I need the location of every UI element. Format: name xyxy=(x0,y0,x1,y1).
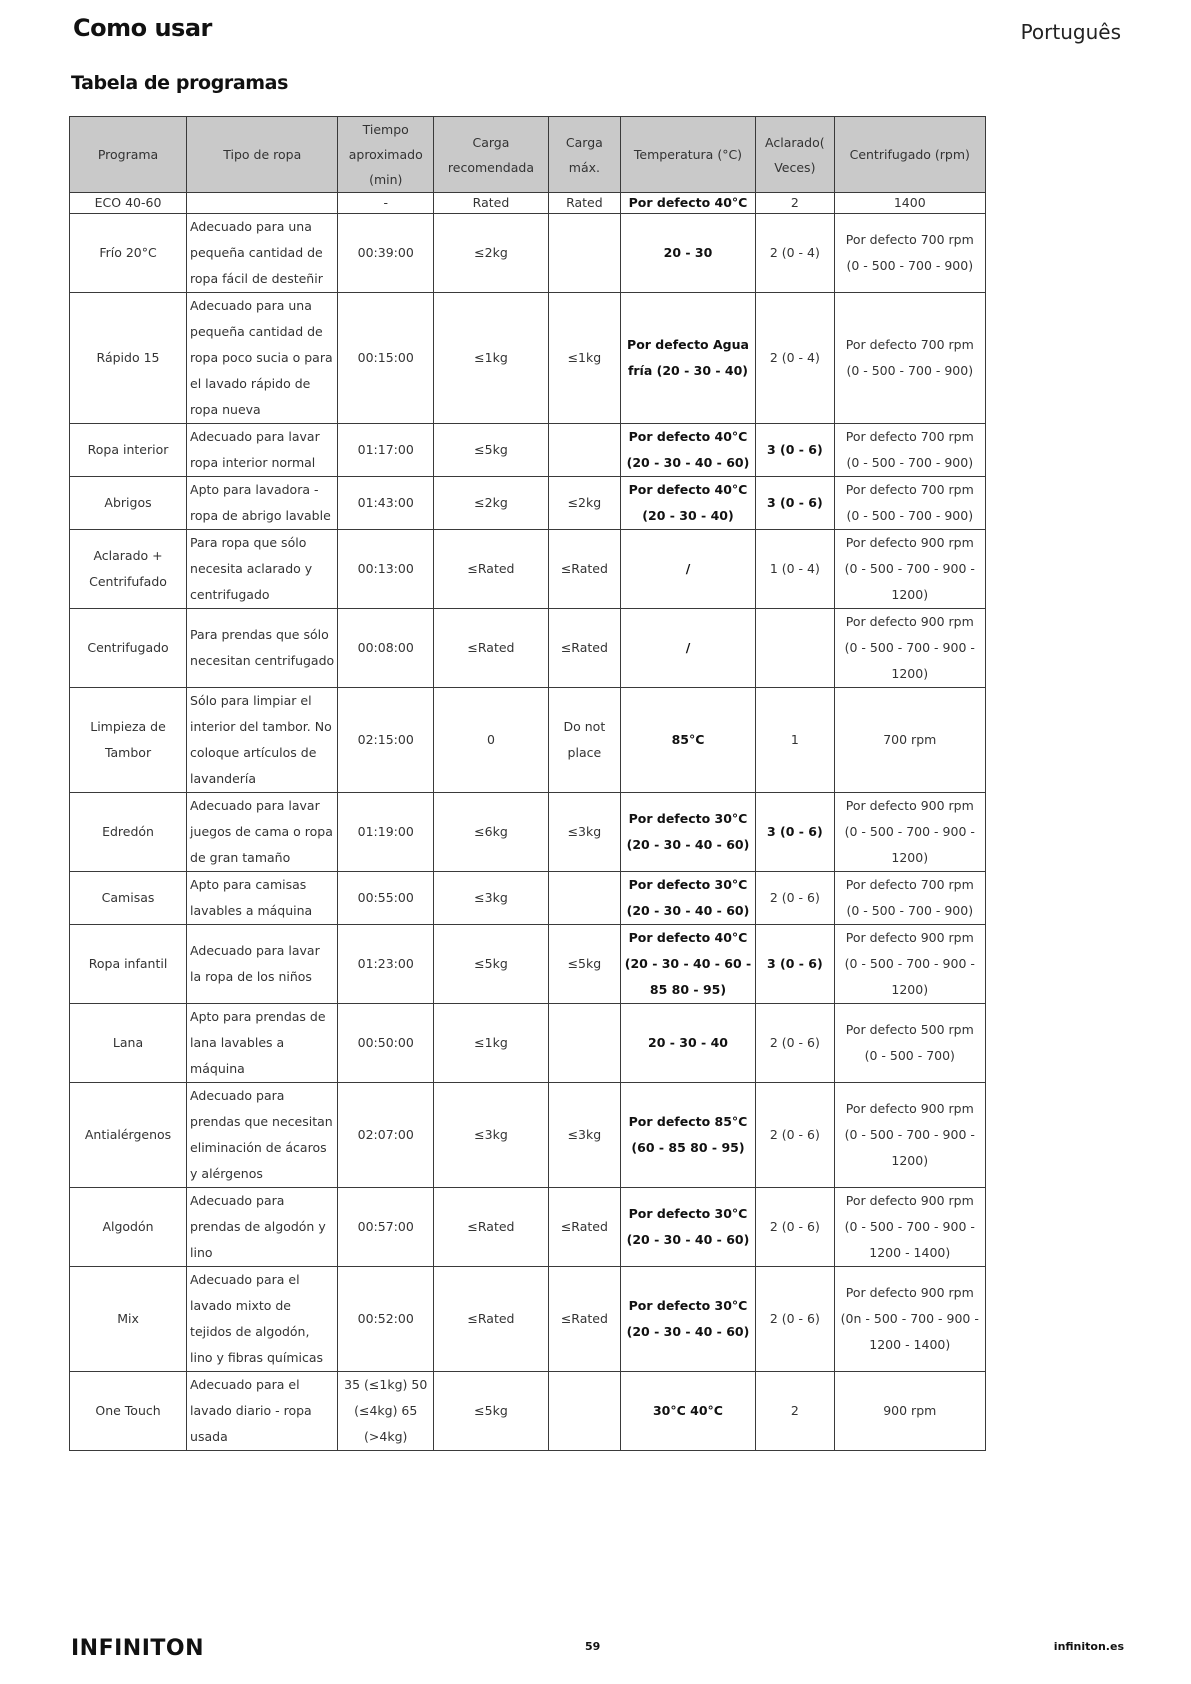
clothes-type-cell: Adecuado para una pequeña cantidad de ropa poco sucia o para el lavado rápido de ropa nueva xyxy=(187,293,338,424)
program-cell: Ropa interior xyxy=(70,424,187,477)
recommended-load-cell: ≤Rated xyxy=(434,609,549,688)
rinse-cell: 2 xyxy=(756,1372,834,1451)
spin-cell: 1400 xyxy=(834,193,985,214)
time-cell: 00:50:00 xyxy=(338,1004,434,1083)
spin-cell: Por defecto 500 rpm (0 - 500 - 700) xyxy=(834,1004,985,1083)
max-load-cell: ≤3kg xyxy=(548,793,620,872)
rinse-cell: 2 (0 - 4) xyxy=(756,214,834,293)
program-cell: Abrigos xyxy=(70,477,187,530)
max-load-cell xyxy=(548,1372,620,1451)
max-load-cell: Do not place xyxy=(548,688,620,793)
max-load-cell: ≤5kg xyxy=(548,925,620,1004)
rinse-cell: 1 xyxy=(756,688,834,793)
rinse-cell: 1 (0 - 4) xyxy=(756,530,834,609)
max-load-cell: ≤2kg xyxy=(548,477,620,530)
max-load-cell: ≤Rated xyxy=(548,609,620,688)
spin-cell: Por defecto 900 rpm (0 - 500 - 700 - 900 - 1200) xyxy=(834,793,985,872)
spin-cell: 700 rpm xyxy=(834,688,985,793)
spin-cell: Por defecto 900 rpm (0 - 500 - 700 - 900 - 1200 - 1400) xyxy=(834,1188,985,1267)
temperature-cell: Por defecto 40°C (20 - 30 - 40) xyxy=(620,477,755,530)
recommended-load-cell: ≤Rated xyxy=(434,530,549,609)
program-cell: Mix xyxy=(70,1267,187,1372)
time-cell: 00:55:00 xyxy=(338,872,434,925)
time-cell: 01:17:00 xyxy=(338,424,434,477)
table-row xyxy=(70,925,986,1004)
clothes-type-cell: Adecuado para lavar la ropa de los niños xyxy=(187,925,338,1004)
footer-url: infiniton.es xyxy=(1053,1640,1124,1653)
table-row xyxy=(70,1372,986,1451)
program-cell: One Touch xyxy=(70,1372,187,1451)
spin-cell: Por defecto 900 rpm (0 - 500 - 700 - 900 - 1200) xyxy=(834,1083,985,1188)
spin-cell: Por defecto 700 rpm (0 - 500 - 700 - 900) xyxy=(834,477,985,530)
rinse-cell xyxy=(756,609,834,688)
temperature-cell: Por defecto 40°C xyxy=(620,193,755,214)
max-load-cell: ≤Rated xyxy=(548,1188,620,1267)
temperature-cell: / xyxy=(620,530,755,609)
programs-table xyxy=(69,116,986,1451)
table-row xyxy=(70,193,986,214)
spin-cell: 900 rpm xyxy=(834,1372,985,1451)
column-header: Tiempo aproximado (min) xyxy=(338,117,434,193)
table-header-row xyxy=(70,117,986,193)
temperature-cell: 20 - 30 - 40 xyxy=(620,1004,755,1083)
table-row xyxy=(70,293,986,424)
recommended-load-cell: ≤Rated xyxy=(434,1267,549,1372)
rinse-cell: 2 xyxy=(756,193,834,214)
recommended-load-cell: ≤2kg xyxy=(434,477,549,530)
time-cell: 00:52:00 xyxy=(338,1267,434,1372)
time-cell: 00:08:00 xyxy=(338,609,434,688)
rinse-cell: 2 (0 - 6) xyxy=(756,1188,834,1267)
time-cell: 01:19:00 xyxy=(338,793,434,872)
clothes-type-cell xyxy=(187,193,338,214)
page-number: 59 xyxy=(585,1640,601,1653)
language-label: Português xyxy=(1020,20,1121,44)
rinse-cell: 2 (0 - 6) xyxy=(756,872,834,925)
section-title: Tabela de programas xyxy=(71,72,289,94)
clothes-type-cell: Apto para camisas lavables a máquina xyxy=(187,872,338,925)
program-cell: Rápido 15 xyxy=(70,293,187,424)
time-cell: - xyxy=(338,193,434,214)
table-row xyxy=(70,793,986,872)
recommended-load-cell: ≤5kg xyxy=(434,1372,549,1451)
recommended-load-cell: Rated xyxy=(434,193,549,214)
clothes-type-cell: Apto para prendas de lana lavables a máquina xyxy=(187,1004,338,1083)
program-cell: Ropa infantil xyxy=(70,925,187,1004)
spin-cell: Por defecto 700 rpm (0 - 500 - 700 - 900) xyxy=(834,424,985,477)
table-row xyxy=(70,872,986,925)
temperature-cell: Por defecto 30°C (20 - 30 - 40 - 60) xyxy=(620,793,755,872)
rinse-cell: 3 (0 - 6) xyxy=(756,925,834,1004)
clothes-type-cell: Para prendas que sólo necesitan centrifugado xyxy=(187,609,338,688)
max-load-cell xyxy=(548,424,620,477)
spin-cell: Por defecto 900 rpm (0 - 500 - 700 - 900 - 1200) xyxy=(834,925,985,1004)
max-load-cell: ≤Rated xyxy=(548,530,620,609)
recommended-load-cell: ≤1kg xyxy=(434,1004,549,1083)
table-row xyxy=(70,530,986,609)
time-cell: 00:57:00 xyxy=(338,1188,434,1267)
recommended-load-cell: ≤5kg xyxy=(434,424,549,477)
rinse-cell: 2 (0 - 6) xyxy=(756,1004,834,1083)
rinse-cell: 2 (0 - 4) xyxy=(756,293,834,424)
spin-cell: Por defecto 700 rpm (0 - 500 - 700 - 900) xyxy=(834,872,985,925)
rinse-cell: 3 (0 - 6) xyxy=(756,793,834,872)
max-load-cell: ≤3kg xyxy=(548,1083,620,1188)
table-row xyxy=(70,688,986,793)
temperature-cell: Por defecto 30°C (20 - 30 - 40 - 60) xyxy=(620,1267,755,1372)
column-header: Tipo de ropa xyxy=(187,117,338,193)
column-header: Carga recomendada xyxy=(434,117,549,193)
time-cell: 00:39:00 xyxy=(338,214,434,293)
column-header: Temperatura (°C) xyxy=(620,117,755,193)
max-load-cell: ≤1kg xyxy=(548,293,620,424)
clothes-type-cell: Adecuado para el lavado diario - ropa usada xyxy=(187,1372,338,1451)
temperature-cell: Por defecto 40°C (20 - 30 - 40 - 60) xyxy=(620,424,755,477)
recommended-load-cell: ≤3kg xyxy=(434,872,549,925)
table-row xyxy=(70,477,986,530)
spin-cell: Por defecto 900 rpm (0 - 500 - 700 - 900 - 1200) xyxy=(834,609,985,688)
temperature-cell: 20 - 30 xyxy=(620,214,755,293)
clothes-type-cell: Adecuado para prendas de algodón y lino xyxy=(187,1188,338,1267)
max-load-cell xyxy=(548,1004,620,1083)
spin-cell: Por defecto 700 rpm (0 - 500 - 700 - 900) xyxy=(834,293,985,424)
clothes-type-cell: Adecuado para una pequeña cantidad de ropa fácil de desteñir xyxy=(187,214,338,293)
clothes-type-cell: Apto para lavadora - ropa de abrigo lavable xyxy=(187,477,338,530)
max-load-cell xyxy=(548,214,620,293)
clothes-type-cell: Adecuado para prendas que necesitan eliminación de ácaros y alérgenos xyxy=(187,1083,338,1188)
time-cell: 01:23:00 xyxy=(338,925,434,1004)
table-row xyxy=(70,1188,986,1267)
table-row xyxy=(70,424,986,477)
recommended-load-cell: ≤6kg xyxy=(434,793,549,872)
program-cell: Limpieza de Tambor xyxy=(70,688,187,793)
program-cell: Algodón xyxy=(70,1188,187,1267)
spin-cell: Por defecto 700 rpm (0 - 500 - 700 - 900) xyxy=(834,214,985,293)
page-header-title: Como usar xyxy=(73,14,212,42)
table-row xyxy=(70,609,986,688)
table-body xyxy=(70,193,986,1451)
column-header: Programa xyxy=(70,117,187,193)
program-cell: Frío 20°C xyxy=(70,214,187,293)
column-header: Aclarado( Veces) xyxy=(756,117,834,193)
clothes-type-cell: Adecuado para lavar juegos de cama o ropa de gran tamaño xyxy=(187,793,338,872)
temperature-cell: 30°C 40°C xyxy=(620,1372,755,1451)
max-load-cell: Rated xyxy=(548,193,620,214)
recommended-load-cell: 0 xyxy=(434,688,549,793)
spin-cell: Por defecto 900 rpm (0 - 500 - 700 - 900 - 1200) xyxy=(834,530,985,609)
recommended-load-cell: ≤Rated xyxy=(434,1188,549,1267)
rinse-cell: 3 (0 - 6) xyxy=(756,477,834,530)
clothes-type-cell: Sólo para limpiar el interior del tambor. No coloque artículos de lavandería xyxy=(187,688,338,793)
table-row xyxy=(70,1004,986,1083)
table-row xyxy=(70,214,986,293)
spin-cell: Por defecto 900 rpm (0n - 500 - 700 - 900 - 1200 - 1400) xyxy=(834,1267,985,1372)
max-load-cell: ≤Rated xyxy=(548,1267,620,1372)
temperature-cell: Por defecto 40°C (20 - 30 - 40 - 60 - 85 80 - 95) xyxy=(620,925,755,1004)
program-cell: Lana xyxy=(70,1004,187,1083)
max-load-cell xyxy=(548,872,620,925)
table-row xyxy=(70,1083,986,1188)
recommended-load-cell: ≤5kg xyxy=(434,925,549,1004)
time-cell: 00:13:00 xyxy=(338,530,434,609)
temperature-cell: Por defecto 85°C (60 - 85 80 - 95) xyxy=(620,1083,755,1188)
clothes-type-cell: Para ropa que sólo necesita aclarado y centrifugado xyxy=(187,530,338,609)
table-row xyxy=(70,1267,986,1372)
column-header: Centrifugado (rpm) xyxy=(834,117,985,193)
program-cell: Antialérgenos xyxy=(70,1083,187,1188)
program-cell: Camisas xyxy=(70,872,187,925)
recommended-load-cell: ≤1kg xyxy=(434,293,549,424)
recommended-load-cell: ≤2kg xyxy=(434,214,549,293)
temperature-cell: Por defecto 30°C (20 - 30 - 40 - 60) xyxy=(620,1188,755,1267)
clothes-type-cell: Adecuado para el lavado mixto de tejidos de algodón, lino y fibras químicas xyxy=(187,1267,338,1372)
temperature-cell: Por defecto 30°C (20 - 30 - 40 - 60) xyxy=(620,872,755,925)
program-cell: Centrifugado xyxy=(70,609,187,688)
program-cell: Aclarado + Centrifufado xyxy=(70,530,187,609)
program-cell: ECO 40-60 xyxy=(70,193,187,214)
time-cell: 02:15:00 xyxy=(338,688,434,793)
recommended-load-cell: ≤3kg xyxy=(434,1083,549,1188)
time-cell: 01:43:00 xyxy=(338,477,434,530)
rinse-cell: 2 (0 - 6) xyxy=(756,1267,834,1372)
rinse-cell: 3 (0 - 6) xyxy=(756,424,834,477)
time-cell: 35 (≤1kg) 50 (≤4kg) 65 (>4kg) xyxy=(338,1372,434,1451)
clothes-type-cell: Adecuado para lavar ropa interior normal xyxy=(187,424,338,477)
temperature-cell: Por defecto Agua fría (20 - 30 - 40) xyxy=(620,293,755,424)
time-cell: 02:07:00 xyxy=(338,1083,434,1188)
column-header: Carga máx. xyxy=(548,117,620,193)
temperature-cell: 85°C xyxy=(620,688,755,793)
brand-logo xyxy=(71,1636,211,1658)
rinse-cell: 2 (0 - 6) xyxy=(756,1083,834,1188)
time-cell: 00:15:00 xyxy=(338,293,434,424)
temperature-cell: / xyxy=(620,609,755,688)
brand-logo-text: INFINITON xyxy=(71,1636,205,1658)
program-cell: Edredón xyxy=(70,793,187,872)
